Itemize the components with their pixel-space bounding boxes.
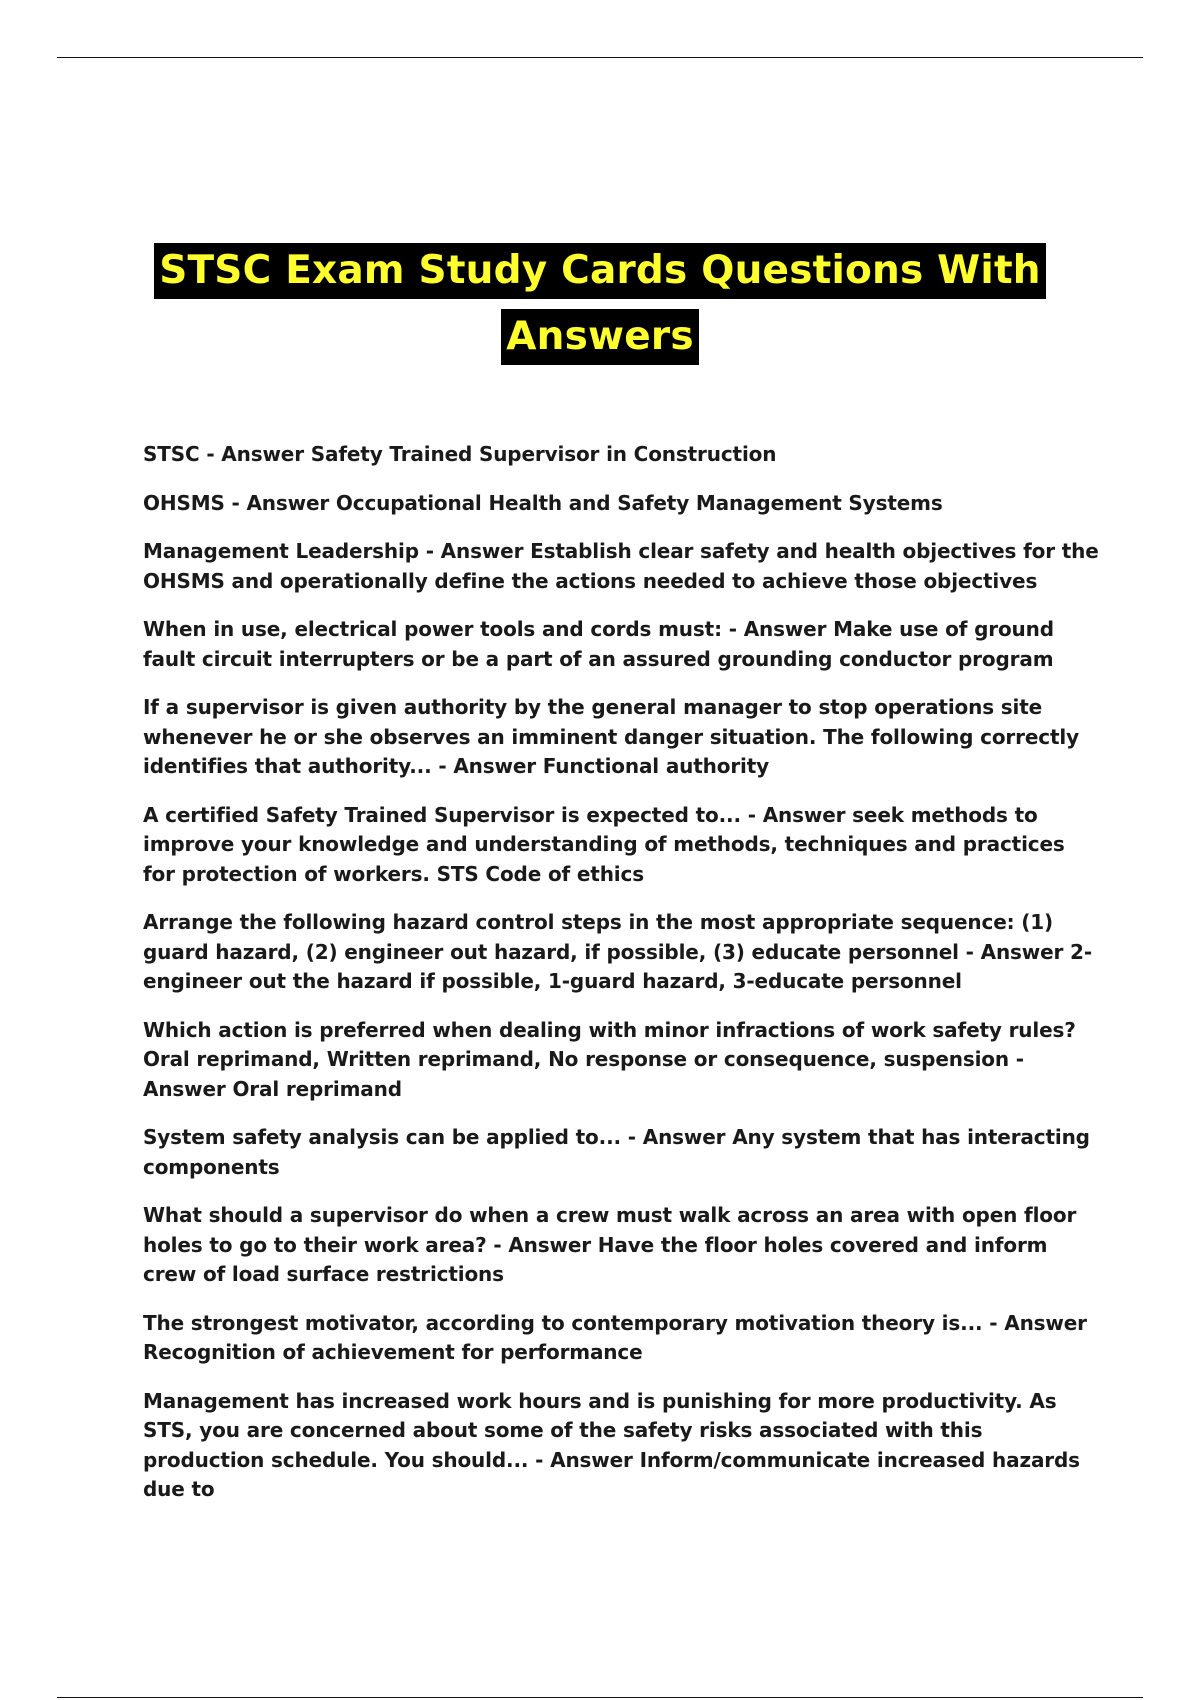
qa-item: Which action is preferred when dealing with minor infractions of work safety rules? Oral reprimand, Written reprimand, No response or consequence, suspension - Answer Oral reprimand [143,1017,1076,1101]
qa-item: A certified Safety Trained Supervisor is expected to... - Answer seek methods to improve your knowledge and understanding of methods, techniques and practices for protection of workers. STS Code of ethics [143,802,1065,886]
qa-item: System safety analysis can be applied to... - Answer Any system that has interacting components [143,1125,1090,1179]
qa-item: Management Leadership - Answer Establish clear safety and health objectives for the OHSMS and operationally define the actions needed to achieve those objectives [143,539,1099,593]
title-line-2: Answers [501,309,699,365]
qa-item: The strongest motivator, according to contemporary motivation theory is... - Answer Recognition of achievement for performance [143,1310,1087,1364]
title-line-1: STSC Exam Study Cards Questions With [154,243,1046,299]
bottom-rule [57,1697,1143,1698]
qa-item: What should a supervisor do when a crew must walk across an area with open floor holes to go to their work area? - Answer Have the floor holes covered and inform crew of load surface restrictions [143,1203,1077,1286]
qa-item: If a supervisor is given authority by the general manager to stop operations site whenever he or she observes an imminent danger situation. The following correctly identifies that authority... - Answer Functional authority [143,695,1079,778]
top-rule [57,57,1143,58]
qa-item: When in use, electrical power tools and cords must: - Answer Make use of ground fault circuit interrupters or be a part of an assured grounding conductor program [143,617,1054,671]
qa-item: Arrange the following hazard control steps in the most appropriate sequence: (1) guard hazard, (2) engineer out hazard, if possible, (3) educate personnel - Answer 2-engineer out the hazard if possible, 1-guard hazard, 3-educate personnel [143,910,1092,993]
document-title [0,243,1200,365]
qa-item: STSC - Answer Safety Trained Supervisor in Construction [143,442,777,466]
qa-item: Management has increased work hours and is punishing for more productivity. As STS, you are concerned about some of the safety risks associated with this production schedule. You should... - Answer Inform/communicate increased hazards due to [143,1388,1080,1501]
qa-item: OHSMS - Answer Occupational Health and Safety Management Systems [143,490,943,515]
qa-list [143,440,1103,1524]
